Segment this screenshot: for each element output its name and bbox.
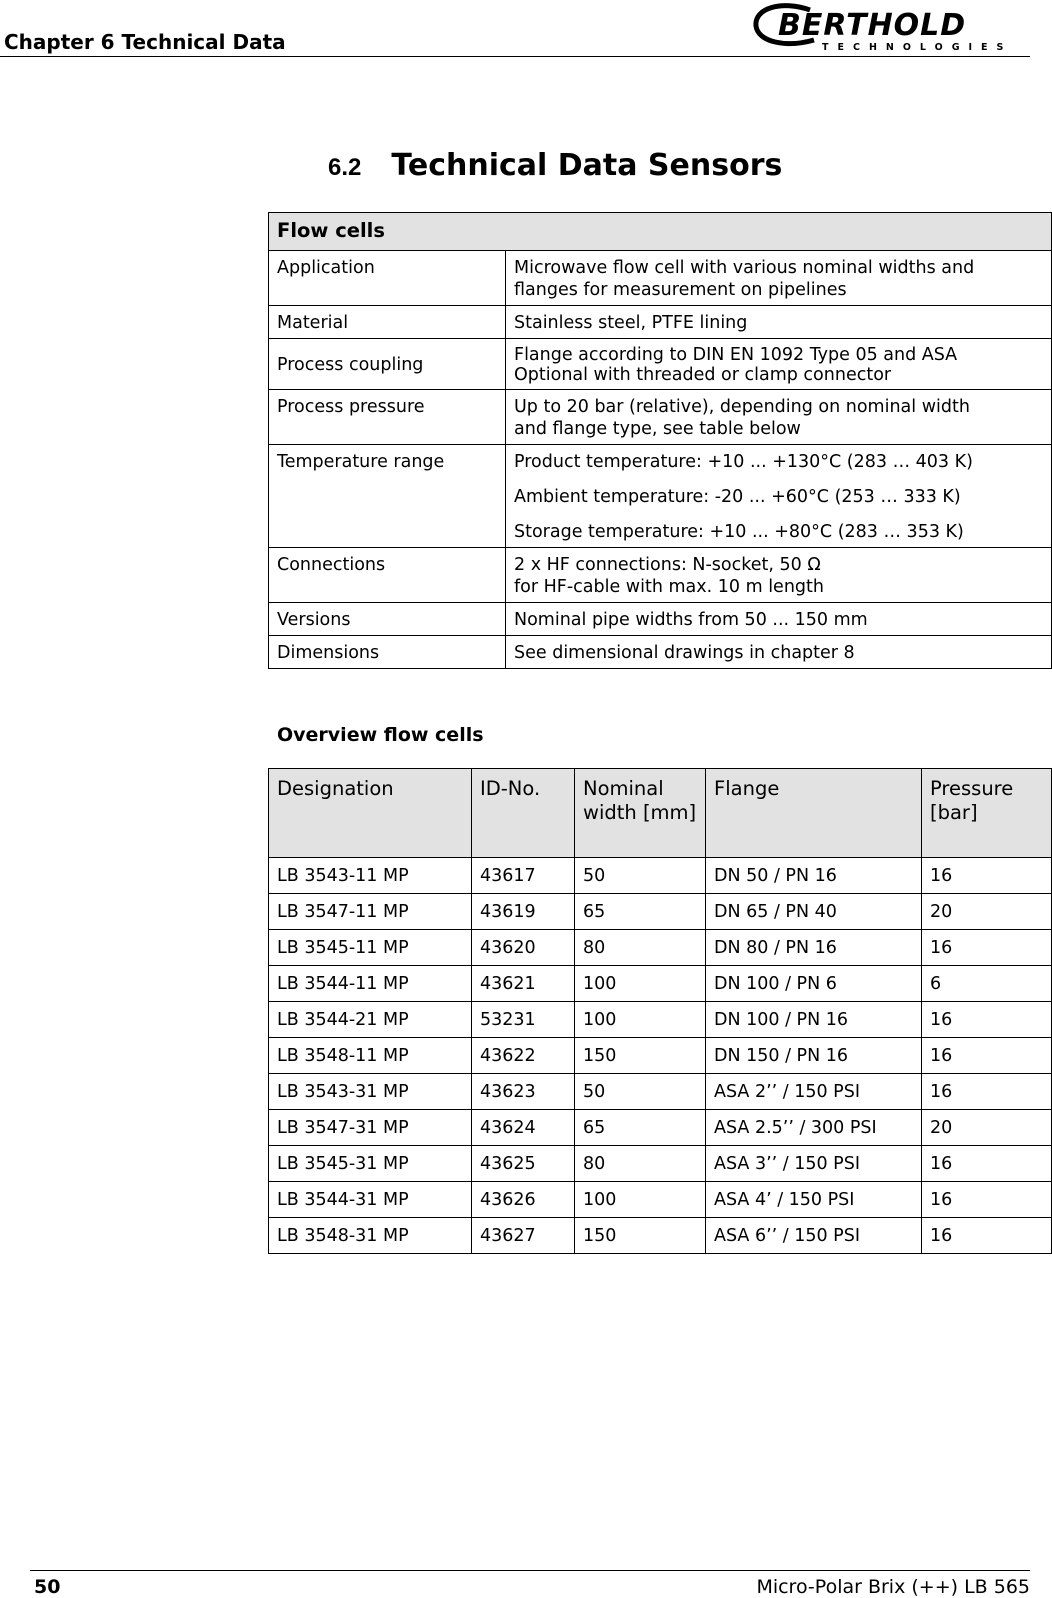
designation-cell: LB 3545-31 MP: [269, 1146, 472, 1182]
pressure-cell: 16: [922, 930, 1052, 966]
flange-cell: DN 65 / PN 40: [706, 894, 922, 930]
table-row: [269, 1074, 1052, 1110]
spec-label: Application: [269, 251, 506, 306]
designation-cell: LB 3545-11 MP: [269, 930, 472, 966]
spec-row-material: [269, 306, 1052, 339]
spec-label: Dimensions: [269, 636, 506, 669]
designation-cell: LB 3543-11 MP: [269, 858, 472, 894]
pressure-cell: 16: [922, 1002, 1052, 1038]
designation-cell: LB 3544-11 MP: [269, 966, 472, 1002]
id-no-cell: 43623: [472, 1074, 575, 1110]
id-no-cell: 43620: [472, 930, 575, 966]
spec-value-line: See dimensional drawings in chapter 8: [514, 643, 855, 663]
footer-rule: [30, 1570, 1030, 1571]
designation-cell: LB 3543-31 MP: [269, 1074, 472, 1110]
id-no-cell: 43626: [472, 1182, 575, 1218]
pressure-cell: 16: [922, 858, 1052, 894]
table-row: [269, 1218, 1052, 1254]
designation-cell: LB 3548-11 MP: [269, 1038, 472, 1074]
spec-value-line: Up to 20 bar (relative), depending on nominal width: [514, 397, 970, 417]
overview-table: [268, 768, 1052, 1254]
nominal-width-cell: 80: [575, 930, 706, 966]
table-row: [269, 1146, 1052, 1182]
nominal-width-cell: 80: [575, 1146, 706, 1182]
column-header-nominal-width: Nominal width [mm]: [575, 769, 706, 858]
spec-value: [506, 445, 1052, 548]
spec-label: Versions: [269, 603, 506, 636]
flow-cells-header: Flow cells: [269, 213, 1052, 251]
table-row: [269, 858, 1052, 894]
nominal-width-cell: 50: [575, 1074, 706, 1110]
designation-cell: LB 3547-31 MP: [269, 1110, 472, 1146]
spec-label: Connections: [269, 548, 506, 603]
spec-value: [506, 390, 1052, 445]
spec-value: [506, 548, 1052, 603]
chapter-title: Chapter 6 Technical Data: [4, 30, 286, 54]
spec-value-line: Product temperature: +10 ... +130°C (283 … 403 K): [514, 452, 973, 472]
flow-cells-header-row: [269, 213, 1052, 251]
flange-cell: DN 150 / PN 16: [706, 1038, 922, 1074]
spec-value: [506, 251, 1052, 306]
flange-cell: DN 100 / PN 6: [706, 966, 922, 1002]
spec-label: Temperature range: [269, 445, 506, 548]
flange-cell: ASA 4’ / 150 PSI: [706, 1182, 922, 1218]
table-row: [269, 966, 1052, 1002]
column-header-designation: Designation: [269, 769, 472, 858]
pressure-cell: 20: [922, 1110, 1052, 1146]
nominal-width-cell: 100: [575, 966, 706, 1002]
designation-cell: LB 3547-11 MP: [269, 894, 472, 930]
spec-value-line: Nominal pipe widths from 50 ... 150 mm: [514, 610, 868, 630]
spec-value-line: Optional with threaded or clamp connector: [514, 365, 892, 385]
pressure-cell: 16: [922, 1074, 1052, 1110]
spec-value-line: flanges for measurement on pipelines: [514, 280, 847, 300]
section-title: Technical Data Sensors: [391, 148, 783, 183]
id-no-cell: 43624: [472, 1110, 575, 1146]
pressure-cell: 16: [922, 1182, 1052, 1218]
designation-cell: LB 3544-31 MP: [269, 1182, 472, 1218]
table-row: [269, 1110, 1052, 1146]
pressure-cell: 20: [922, 894, 1052, 930]
flange-cell: DN 100 / PN 16: [706, 1002, 922, 1038]
nominal-width-cell: 50: [575, 858, 706, 894]
pressure-cell: 16: [922, 1038, 1052, 1074]
pressure-cell: 16: [922, 1146, 1052, 1182]
table-row: [269, 1182, 1052, 1218]
spec-label: Process pressure: [269, 390, 506, 445]
id-no-cell: 43619: [472, 894, 575, 930]
header-rule: [0, 56, 1030, 57]
document-title: Micro-Polar Brix (++) LB 565: [756, 1576, 1030, 1598]
nominal-width-cell: 150: [575, 1038, 706, 1074]
id-no-cell: 43621: [472, 966, 575, 1002]
overview-body: [269, 858, 1052, 1254]
column-header-pressure: Pressure [bar]: [922, 769, 1052, 858]
nominal-width-cell: 100: [575, 1182, 706, 1218]
spec-row-process-pressure: [269, 390, 1052, 445]
flange-cell: ASA 6’’ / 150 PSI: [706, 1218, 922, 1254]
logo-main-text: BERTHOLD: [778, 8, 967, 43]
section-number: 6.2: [328, 154, 362, 181]
nominal-width-cell: 65: [575, 1110, 706, 1146]
spec-value-line: 2 x HF connections: N-socket, 50 Ω: [514, 555, 821, 575]
spec-label: Material: [269, 306, 506, 339]
spec-value: [506, 339, 1052, 390]
spec-row-versions: [269, 603, 1052, 636]
id-no-cell: 53231: [472, 1002, 575, 1038]
id-no-cell: 43625: [472, 1146, 575, 1182]
spec-row-connections: [269, 548, 1052, 603]
spec-row-application: [269, 251, 1052, 306]
designation-cell: LB 3544-21 MP: [269, 1002, 472, 1038]
flange-cell: DN 50 / PN 16: [706, 858, 922, 894]
column-header-flange: Flange: [706, 769, 922, 858]
overview-header-row: [269, 769, 1052, 858]
flange-cell: DN 80 / PN 16: [706, 930, 922, 966]
spec-row-dimensions: [269, 636, 1052, 669]
flow-cells-table: [268, 212, 1052, 669]
pressure-cell: 16: [922, 1218, 1052, 1254]
nominal-width-cell: 65: [575, 894, 706, 930]
column-header-id-no: ID-No.: [472, 769, 575, 858]
table-row: [269, 1038, 1052, 1074]
table-row: [269, 894, 1052, 930]
id-no-cell: 43627: [472, 1218, 575, 1254]
spec-value-line: Microwave flow cell with various nominal widths and: [514, 258, 975, 278]
id-no-cell: 43617: [472, 858, 575, 894]
spec-value-line: Storage temperature: +10 ... +80°C (283 … 353 K): [514, 522, 964, 542]
table-row: [269, 1002, 1052, 1038]
spec-row-process-coupling: [269, 339, 1052, 390]
spec-value-line: and flange type, see table below: [514, 419, 801, 439]
overview-title: Overview flow cells: [277, 724, 484, 746]
nominal-width-cell: 150: [575, 1218, 706, 1254]
page-number: 50: [34, 1576, 61, 1598]
spec-row-temperature-range: [269, 445, 1052, 548]
flange-cell: ASA 2.5’’ / 300 PSI: [706, 1110, 922, 1146]
spec-value: [506, 636, 1052, 669]
logo-sub-text: TECHNOLOGIES: [822, 42, 1013, 53]
flange-cell: ASA 2’’ / 150 PSI: [706, 1074, 922, 1110]
spec-value: [506, 306, 1052, 339]
designation-cell: LB 3548-31 MP: [269, 1218, 472, 1254]
id-no-cell: 43622: [472, 1038, 575, 1074]
spec-label: Process coupling: [269, 339, 506, 390]
nominal-width-cell: 100: [575, 1002, 706, 1038]
table-row: [269, 930, 1052, 966]
spec-value-line: Stainless steel, PTFE lining: [514, 313, 748, 333]
pressure-cell: 6: [922, 966, 1052, 1002]
flange-cell: ASA 3’’ / 150 PSI: [706, 1146, 922, 1182]
section-heading: [328, 148, 782, 183]
spec-value-line: Flange according to DIN EN 1092 Type 05 and ASA: [514, 345, 958, 365]
berthold-logo: [752, 2, 1042, 56]
spec-value: [506, 603, 1052, 636]
spec-value-line: for HF-cable with max. 10 m length: [514, 577, 824, 597]
spec-value-line: Ambient temperature: -20 ... +60°C (253 … 333 K): [514, 487, 961, 507]
